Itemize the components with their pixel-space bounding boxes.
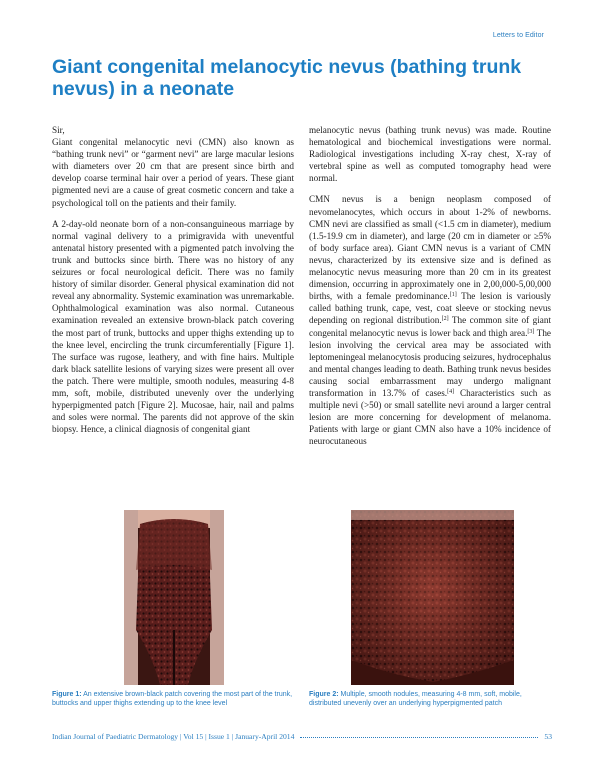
paragraph-discussion — [309, 193, 551, 447]
citation-3[interactable]: [3] — [527, 328, 535, 335]
article-title: Giant congenital melanocytic nevus (bathing trunk nevus) in a neonate — [52, 56, 522, 100]
discussion-text-e: Characteristics such as multiple nevi (>50) or small satellite nevi around a larger central lesion are more concerning for development of melanoma. Patients with large or giant CMN also have a 10% incidence of neurocutaneous — [309, 387, 551, 447]
section-label: Letters to Editor — [492, 32, 544, 39]
citation-1[interactable]: [1] — [449, 292, 457, 299]
figure-1-photo — [124, 510, 224, 685]
figure-2-caption — [309, 690, 552, 709]
figure-1-caption-text: An extensive brown-black patch covering the most part of the trunk, buttocks and upper thighs extending up to the knee level — [52, 691, 293, 708]
citation-4[interactable]: [4] — [447, 388, 455, 395]
discussion-text-a: CMN nevus is a benign neoplasm composed of nevomelanocytes, which occurs in about 1-2% of newborns. CMN nevi are classified as small (<1.5 cm in diameter), medium (1.5-19.9 cm in diameter), and large (20 cm in diameter or ≥5% of body surface area). Giant CMN nevus is a variant of CMN nevus, characterized by its extensive size and is defined as melanocytic nevus measuring more than 20 cm in its greatest dimension, occurring in approximately one in 2,00,000-5,00,000 births, with a female predominance. — [309, 194, 551, 302]
figure-2-caption-text: Multiple, smooth nodules, measuring 4-8 mm, soft, mobile, distributed unevenly over an underlying hyperpigmented patch — [309, 691, 522, 708]
citation-2[interactable]: [2] — [441, 316, 449, 323]
right-column — [309, 124, 551, 456]
journal-citation: Indian Journal of Paediatric Dermatology | Vol 15 | Issue 1 | January-April 2014 — [52, 731, 295, 741]
salutation: Sir, — [52, 125, 65, 135]
paragraph-intro: Giant congenital melanocytic nevi (CMN) also known as “bathing trunk nevi” or “garment nevi” are large macular lesions with diameters over 20 cm that are present since birth and develop coarse terminal hair over a period of years. These giant pigmented nevi are a cause of great cosmetic concern and take a psychological toll on the patients and their family. — [52, 137, 294, 208]
page-number: 53 — [544, 731, 552, 741]
figure-1-label: Figure 1: — [52, 691, 82, 698]
figure-2-label: Figure 2: — [309, 691, 339, 698]
figure-1-caption — [52, 690, 297, 709]
paragraph-diagnosis: melanocytic nevus (bathing trunk nevus) was made. Routine hematological and biochemical investigations were normal. Radiological investigations including X-ray chest, X-ray of vertebral spine as well as computed tomography head were normal. — [309, 125, 551, 184]
page-footer — [52, 730, 552, 742]
footer-leader-dots — [300, 737, 538, 738]
paragraph-case: A 2-day-old neonate born of a non-consanguineous marriage by normal vaginal delivery to a primigravida with uneventful antenatal history presented with a pigmented patch involving the trunk and buttocks since birth. There was no history of any seizures or focal neurological deficit. There was no family history of similar disorder. General physical examination did not reveal any abnormality. Systemic examination was unremarkable. Ophthalmological examination was also normal. Cutaneous examination revealed an extensive brown-black patch covering the most part of trunk, buttocks and upper thighs extending up to the knee level, encircling the trunk circumferentially [Figure 1]. The surface was rugose, leathery, and with fine hairs. Multiple dark black satellite lesions of varying sizes were present all over the patch. There were multiple, smooth nodules, measuring 4-8 mm, soft, mobile, distributed unevenly over the underlying hyperpigmented patch [Figure 2]. Mucosae, hair, nail and palms and soles were normal. The parents did not approve of the skin biopsy. Hence, a clinical diagnosis of congenital giant — [52, 218, 294, 435]
discussion-text-c: The common site of giant congenital melanocytic nevus is lower back and thigh area. — [309, 315, 551, 338]
discussion-text-d: The lesion involving the cervical area may be associated with leptomeningeal melanocytosis producing seizures, hydrocephalus and mental changes leading to death. Bathing trunk nevus besides causing social embarrassment may undergo malignant transformation in 13.7% of cases. — [309, 327, 551, 398]
figure-2-photo — [351, 510, 514, 685]
left-column — [52, 124, 294, 444]
discussion-text-b: The lesion is variously called bathing trunk, cape, vest, coat sleeve or stocking nevus depending on regional distribution. — [309, 291, 552, 326]
